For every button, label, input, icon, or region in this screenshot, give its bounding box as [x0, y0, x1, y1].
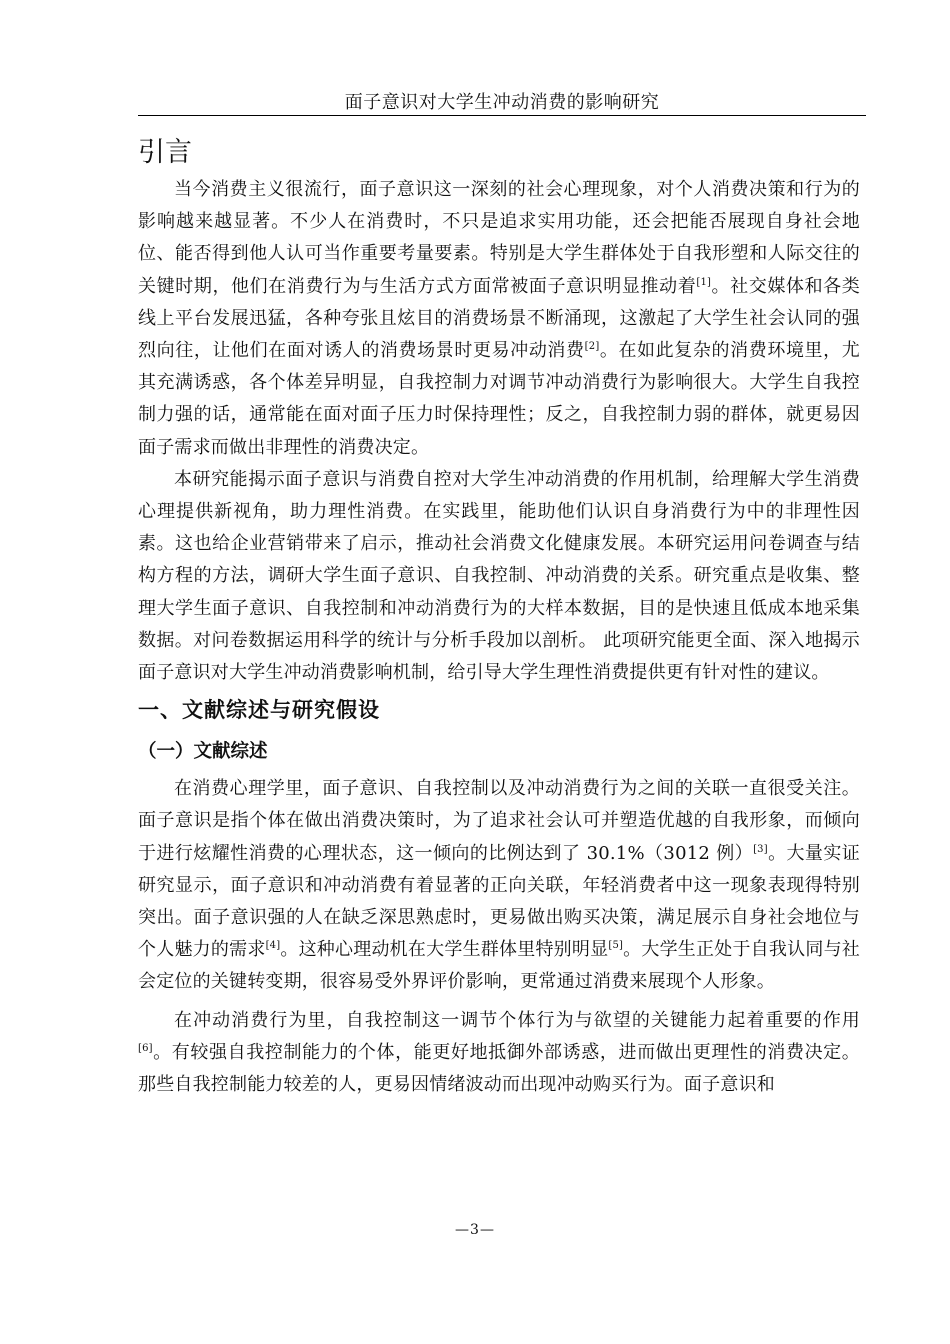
intro-paragraph-1	[138, 174, 860, 464]
text-run: 。社交媒体和各类线上平台发展迅猛，各种夸张且炫目的消费场景不断涌现，这激起了大学生社会认同的强烈向往，让他们在面对诱人的消费场景时更易冲动消费	[138, 275, 860, 362]
header-rule	[138, 115, 866, 116]
text-run: 当今消费主义很流行，面子意识这一深刻的社会心理现象，对个人消费决策和行为的影响越来越显著。不少人在消费时，不只是追求实用功能，还会把能否展现自身社会地位、能否得到他人认可当作重要考量要素。特别是大学生群体处于自我形塑和人际交往的关键时期，他们在消费行为与生活方式方面常被面子意识明显推动着	[138, 179, 860, 297]
page-number: —3—	[455, 1222, 495, 1238]
intro-paragraph-2: 本研究能揭示面子意识与消费自控对大学生冲动消费的作用机制，给理解大学生消费心理提供新视角，助力理性消费。在实践里，能助他们认识自身消费行为中的非理性因素。这也给企业营销带来了启示，推动社会消费文化健康发展。本研究运用问卷调查与结构方程的方法，调研大学生面子意识、自我控制、冲动消费的关系。研究重点是收集、整理大学生面子意识、自我控制和冲动消费行为的大样本数据，目的是快速且低成本地采集数据。对问卷数据运用科学的统计与分析手段加以剖析。 此项研究能更全面、深入地揭示面子意识对大学生冲动消费影响机制，给引导大学生理性消费提供更有针对性的建议。	[138, 468, 860, 684]
section-heading: 一、文献综述与研究假设	[138, 698, 380, 723]
page-content	[138, 132, 860, 1101]
text-run: 。大量实证研究显示，面子意识和冲动消费有着显著的正向关联，年轻消费者中这一现象表现得特别突出。面子意识强的人在缺乏深思熟虑时，更易做出购买决策，满足展示自身社会地位与个人魅力的需求	[138, 842, 860, 961]
literature-paragraph-1	[138, 773, 860, 998]
text-run: 。这种心理动机在大学生群体里特别明显	[280, 939, 609, 961]
citation-ref: [5]	[608, 940, 624, 952]
subsection-heading: （一）文献综述	[138, 741, 268, 763]
citation-ref: [2]	[584, 341, 600, 353]
intro-heading: 引言	[138, 137, 192, 168]
text-run: 。有较强自我控制能力的个体，能更好地抵御外部诱惑，进而做出更理性的消费决定。那些自我控制能力较差的人，更易因情绪波动而出现冲动购买行为。面子意识和	[138, 1041, 860, 1096]
citation-ref: [6]	[138, 1042, 153, 1054]
literature-paragraph-2	[138, 1005, 860, 1102]
text-run: 。大学生正处于自我认同与社会定位的关键转变期，很容易受外界评价影响，更常通过消费来展现个人形象。	[138, 939, 860, 993]
text-run: 。在如此复杂的消费环境里，尤其充满诱惑，各个体差异明显，自我控制力对调节冲动消费行为影响很大。大学生自我控制力强的话，通常能在面对面子压力时保持理性；反之，自我控制力弱的群体，就更易因面子需求而做出非理性的消费决定。	[138, 340, 860, 458]
citation-ref: [4]	[265, 940, 281, 952]
citation-ref: [1]	[696, 276, 712, 288]
running-header: 面子意识对大学生冲动消费的影响研究	[344, 92, 660, 113]
citation-ref: [3]	[753, 843, 768, 855]
text-run: 在消费心理学里，面子意识、自我控制以及冲动消费行为之间的关联一直很受关注。面子意识是指个体在做出消费决策时，为了追求社会认可并塑造优越的自我形象，而倾向于进行炫耀性消费的心理状态，这一倾向的比例达到了 30.1%（3012 例）	[138, 778, 860, 864]
text-run: 在冲动消费行为里，自我控制这一调节个体行为与欲望的关键能力起着重要的作用	[174, 1009, 860, 1031]
